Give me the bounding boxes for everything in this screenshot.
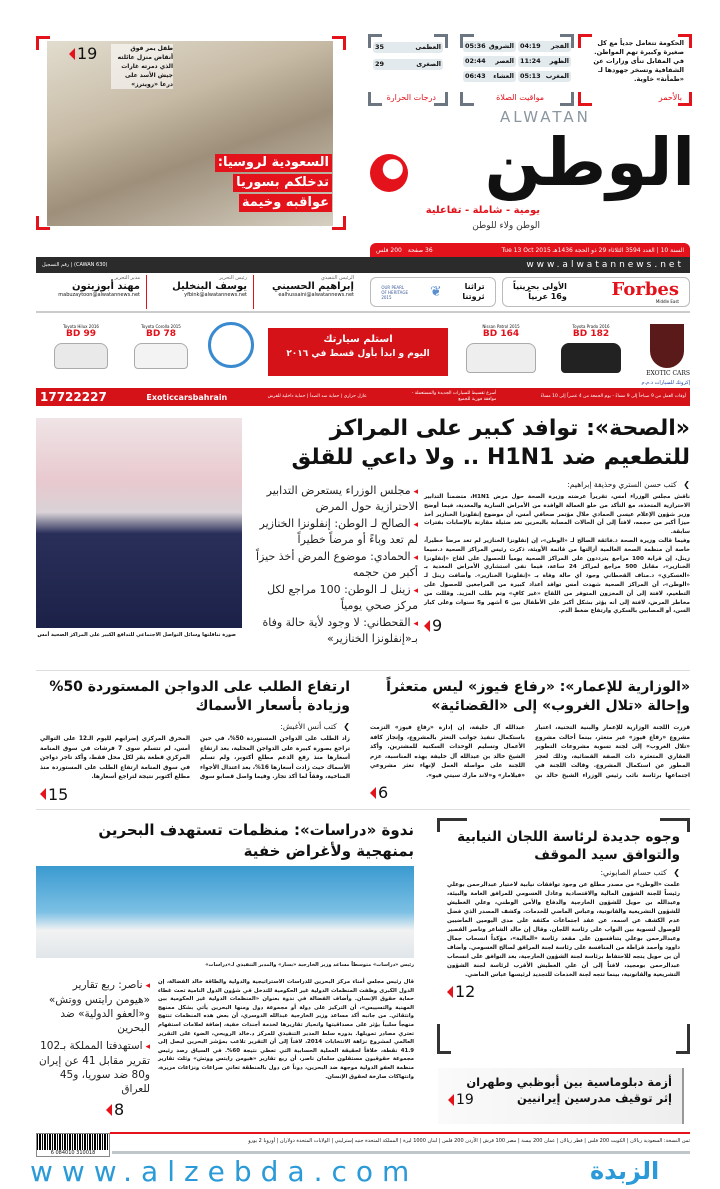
housing-story[interactable]: [370, 678, 690, 802]
lead-bullets: [248, 484, 418, 649]
page-ref[interactable]: 6: [370, 783, 690, 802]
barcode-number: 6 084010 310018: [37, 1150, 109, 1156]
cover-prices: ثمن النسخة: السعودية ريالان | الكويت 200 فلس | قطر ريالان | عمان 200 بيسة | مصر 100 قرش | الأردن 200 فلس | لبنان 1000 ليرة | المملكة المتحدة جنيه إسترليني | الولايات المتحدة دولاران | أوروبا 2 يورو: [248, 1138, 690, 1144]
editor-ceo: الرئيس التنفيذي إبراهيم الحسيني ealhussaini@alwatannews.net: [253, 275, 360, 309]
logo-crescent-icon: [370, 154, 408, 192]
bil-ahmar-label: بالأحمر: [658, 93, 682, 102]
temp-min: الصغرى 29: [375, 60, 441, 68]
paragraph: ناقش مجلس الوزراء أمس، تقريراً عرضته وزيرة الصحة حول مرض H1N1، متضمناً التدابير الاحترازية المتخذة، مع التأكد من خلو العمالة الوافدة من الأمراض السارية والمعدية، فيما أوضح وزير شؤون الإعلام عيسى الحمادي خلال مؤتمر صحافي أمس، أن موضوع إنفلونزا الخنازير أخذ حيزاً أكبر من حجمه، لافتاً إلى أن الحالات المصابة بالبحرين تعد ضئيلة مقارنة بالإصابات بفترات سابقة.: [424, 494, 690, 536]
divider: [36, 311, 690, 313]
car-3: Toyota Corolla 2015 BD 78: [126, 324, 196, 373]
phone[interactable]: 17722227: [40, 390, 107, 404]
car-2: Nissan Patrol 2015 BD 164: [456, 324, 546, 377]
prayer-times-box: [460, 34, 574, 106]
prayer-asr: العصر 02:44: [465, 57, 514, 65]
forbes-logo: Forbes: [611, 278, 679, 300]
page-ref[interactable]: 12: [447, 982, 680, 1001]
byline: ❯ كتب أنس الأغبش:: [40, 722, 350, 731]
syria-photo-story[interactable]: [36, 36, 346, 230]
page-count: 36 صفحة: [407, 246, 433, 254]
latin-logo: ALWATAN: [500, 108, 591, 126]
prayer-maghrib: المغرب 05:13: [520, 72, 569, 80]
byline: ❯ كتب حسام الصابوني:: [447, 868, 680, 877]
paragraph: زاد الطلب على الدواجن المستوردة 50%، في حين تراجع بصورة كبيرة على الدواجن المحلية، بعد ارتفاع أسعارها منذ رفع الدعم مطلع أكتوبر، ولم تسلم الأسماك حيث زادت أسعارها 16%، بعد اعتدال الأجواء المناخية، وفقاً لما أكد تجار. وفيما واصل قصابو سوق المحرق المركزي إضرابهم لليوم الـ12 على التوالي أمس، لم تتسلم سوى 7 فرشات في سوق المنامة المركزي قطعة بقر لكل محل فقط، وأكد تاجر دواجن في سوق المنامة ارتفاع الطلب على المستوردة منذ مطلع أكتوبر نتيجة لتراجع أسعارها.: [40, 736, 351, 780]
bullet: ◂ القحطاني: لا وجود لأية حالة وفاة بـ«إنفلونزا الخنازير»: [248, 616, 418, 645]
diplomacy-story[interactable]: [438, 1068, 684, 1124]
page-ref[interactable]: 19: [448, 1092, 474, 1108]
temperature-label: درجات الحرارة: [386, 93, 436, 102]
heritage-1: تراثنا: [464, 282, 485, 291]
prayer-dhuhr: الظهر 11:24: [520, 57, 569, 65]
divider: [36, 809, 690, 810]
poultry-headline: ارتفاع الطلب على الدواجن المستوردة 50% وزيادة بأسعار الأسماك: [49, 679, 350, 714]
temp-max: العظمى 35: [375, 43, 441, 51]
website-bar: [36, 257, 690, 273]
seminar-article: [158, 978, 414, 1081]
divider: [36, 670, 690, 671]
paragraph: وفيما قالت وزيرة الصحة د.فائقة الصالح لـ «الوطن»، إن إنفلونزا الخنازير لم تعد مرضاً خطيراً، خاصة أن منظمة الصحة العالمية أزالتها من قائمة الأوبئة، ذكرت رئيس المراكز الصحية د.سيما زينل، إن قرابة 100 مراجع يترددون على المراكز الصحية يومياً للحصول على لقاح «إنفلونزا الخنازير»، مقابل 500 مراجع لمراكز 24 ساعة، فيما نفى استشاري الأمراض المعدية بـ «العسكري» د.مناف القحطاني وجود أي حالة وفاة بـ «إنفلونزا الخنازير». وأضافت زينل لـ «الوطن»، أن المراكز الصحية شهدت أمس توافد أعداد كبيرة من المراجعين للحصول على التطعيم، لافتة إلى أن المخزون المتوفر من اللقاح «غير كافٍ» وتم طلب المزيد. وقللت من مخاطر المرض، لافتة إلى أنه يؤثر بشكل أكبر على الأطفال بين 6 أشهر و5 سنوات وعلى كبار السن، أو المصابين بالسكري وارتفاع ضغط الدم.: [424, 537, 691, 615]
prayer-label: مواقيت الصلاة: [496, 93, 544, 102]
watermark-logo: الزبدة: [590, 1157, 660, 1185]
ad-footer: أوقات العمل من 9 صباحاً إلى 9 مساءً - يوم الجمعة من 4 عصراً إلى 10 مساءً أسرع تقسيط للسيارات الجديدة والمستعملة - موافقة فورية للجميع عازل حراري | حماية ضد الصدأ | حماية داخلية للفرش Exoticcarsbahrain 17722227: [36, 388, 690, 406]
forbes-banner[interactable]: [502, 277, 690, 307]
price: 200 فلس: [376, 246, 402, 254]
red-rule: [110, 1132, 690, 1134]
clinic-photo: [36, 418, 242, 628]
diplomacy-headline-2: إثر توقيف مدرسين إيرانيين: [516, 1091, 672, 1105]
prayer-shuruq: الشروق 05:36: [465, 42, 514, 50]
editors: [40, 275, 360, 309]
page-ref[interactable]: 19: [69, 44, 97, 63]
prayer-fajr: الفجر 04:19: [520, 42, 569, 50]
bullet: ◂ زينل لـ الوطن: 100 مراجع لكل مركز صحي يومياً: [248, 583, 418, 612]
bil-ahmar-text: الحكومة تتعامل جدياً مع كل صغيرة وكبيرة تهم المواطن. في المقابل تنأى وزارات عن الشفافية وتسخر جهودها لـ «طمأنة» خاوية.: [593, 39, 684, 83]
bullet: ◂ استهدفتا المملكة بـ102 تقرير مقابل 41 عن إيران و80 ضد سوريا، و45 للعراق: [36, 1039, 150, 1096]
car-4: Toyota Hilux 2016 BD 99: [46, 324, 116, 373]
forbes-text-2: و16 عربياً: [528, 292, 567, 301]
logo: الوطن: [484, 124, 695, 201]
masthead: [350, 108, 695, 240]
committees-headline-1: وجوه جديدة لرئاسة اللجان النيابية: [457, 829, 680, 845]
editor-chief: رئيس التحرير يوسف البنخليل yfbink@alwatannews.net: [146, 275, 253, 309]
diplomacy-headline-1: أزمة دبلوماسية بين أبوظبي وطهران: [466, 1075, 672, 1089]
heritage-banner[interactable]: [370, 277, 496, 307]
seminar-photo-caption: رئيس «دراسات» متوسطاً مساعد وزير الخارجية «يسار» والمدير التنفيذي لـ«دراسات»: [205, 962, 414, 968]
photo-headline-2: تدخلكم بسوريا: [233, 174, 332, 192]
committees-story[interactable]: [437, 818, 690, 1054]
gray-rule: [112, 1151, 690, 1154]
byline: ❯ كتب حسن الستري وحذيفة إبراهيم:: [424, 480, 690, 489]
bullet: ◂ ناصر: ربع تقارير «هيومن رايتس ووتش» و«العفو الدولية» ضد البحرين: [36, 978, 150, 1035]
forbes-text-1: الأولى بحرينياً: [513, 282, 567, 291]
heritage-2: ثروتنا: [462, 292, 485, 301]
heritage-sub: OUR PEARL OF HERITAGE 2015: [381, 284, 408, 300]
bullet: ◂ الصالح لـ الوطن: إنفلونزا الخنازير لم تعد وباءً أو مرضاً خطيراً: [248, 517, 418, 546]
seminar-photo: [36, 866, 414, 958]
tagline: يومية - شاملة - تفاعلية: [425, 205, 540, 216]
photo-caption: طفل يمر فوق أنقاض منزل عائلته الذي دمرته غارات جيش الأسد على درعا «رويترز»: [111, 44, 173, 89]
page-ref[interactable]: 9: [424, 616, 690, 635]
bil-ahmar-box: [578, 34, 692, 106]
brand: EXOTIC CARS: [646, 370, 690, 377]
exotic-cars-ad[interactable]: [36, 322, 690, 406]
editor-managing: مدير التحرير مهند أبوزيتون mabuzaytoon@alwatannews.net: [58, 275, 140, 298]
committees-headline-2: والتوافق سيد الموقف: [534, 847, 680, 863]
motto: الوطن ولاء للوطن: [472, 221, 540, 231]
temperature-box: [368, 34, 448, 106]
butterfly-icon: ❦: [430, 284, 442, 300]
poultry-story[interactable]: [40, 678, 350, 804]
paragraph: قررت اللجنة الوزارية للإعمار والبنية التحتية، اعتبار مشروع «رفاع فيوز» غير متعثر، بينما أحالت مشروع «تلال الغروب» إلى لجنة تسوية مشروعات التطوير العقاري المتعثرة ذات الصفة القضائية، وذلك لعجز المطور عن استكمال المشروع. وقالت اللجنة في اجتماعها برئاسة نائب رئيس الوزراء الشيخ خالد بن عبدالله آل خليفة، إن إدارة «رفاع فيوز» التزمت باستكمال تنفيذ جوانب التعثر بالمشروع، وإنجاز كافة الأعمال وتسليم الوحدات السكنية للمشترين. وأكد الشيخ خالد بن عبدالله آل خليفة بهذه المناسبة، عزم اللجنة على مواصلة العمل لإنهاء تعثر مشروعي «فيلامار» و«لاند مارك سيتي فيو».: [370, 725, 690, 779]
lead-article: [424, 476, 690, 635]
website[interactable]: www.alwatannews.net: [526, 260, 684, 270]
car-1: Toyota Prado 2016 BD 182: [551, 324, 631, 377]
page-ref[interactable]: 8: [106, 1100, 150, 1119]
photo-headline-1: السعودية لروسيا:: [215, 154, 332, 172]
brand-ar: إكزوتك للسيارات ذ.م.م: [641, 380, 690, 386]
registration: رقم التسجيل | (CAWAN 630): [42, 262, 108, 268]
lead-headline[interactable]: «الصحة»: توافد كبير على المراكز للتطعيم ضد H1N1 .. ولا داعي للقلق: [291, 416, 690, 470]
photo-headline-3: عواقبه وخيمة: [239, 194, 332, 212]
barcode: [36, 1133, 110, 1157]
clinic-photo-caption: صورة تناقلتها وسائل التواصل الاجتماعي للتدافع الكبير على المراكز الصحية أمس: [37, 632, 236, 638]
forbes-sub: Middle East: [655, 298, 679, 304]
bullet: ◂ مجلس الوزراء يستعرض التدابير الاحترازية حول المرض: [248, 484, 418, 513]
paragraph: قال رئيس مجلس أمناء مركز البحرين للدراسات الاستراتيجية والدولية والطاقة خالد الفضالة، إن الدول الكبرى وظفت المنظمات الدولية غير الحكومية للتدخل في شؤون الدول النامية تحت غطاء حماية حقوق الإنسان. وأضاف الفضالة في ندوة بعنوان «المنظمات الدولية غير الحكومية بين المهنية والتسييس»، أن التركيز على دولة أو مجموعة دول ومنها البحرين يأتي بشكل ممنهج وانتقائي. من جانبه أكد مساعد وزير الخارجية عبدالله الدوسري، أن بعض هذه المنظمات تنتهج منهجاً سلبياً يؤثر على مصداقيتها وانحياز تقاريرها لخدمة أجندات خفية، إضافة لعلامات استفهام تعتري مصادر تمويلها. بدوره سلط المدير التنفيذي للمركز د.خالد الرويحي، الضوء على التقرير العالمي لمشروع نزاهة الانتخابات 2014، لافتاً إلى أن التقرير تلاعب بمؤشر البحرين ليصل إلى 41.9 نقطة، خلافاً لحقيقة العملية الحسابية التي تعطي نتيجة 60%. في السياق رصد رئيس مجموعة حقوقيون مستقلون سلمان ناصر، أن ربع تقارير «هيومن رايتس ووتش» وثلث تقارير منظمة العفو الدولية موجهة ضد البحرين، دوناً عن دول بالمنطقة تعاني صراعات ونزاعات مريرة، وانتهاكات صارخة لحقوق الإنسان.: [158, 979, 414, 1080]
watermark-url: www.alzebda.com: [30, 1155, 419, 1188]
issue-bar: [370, 243, 690, 257]
ad-headline: استلم سيارتك اليوم و ابدأ بأول قسط في ٢٠١٦: [268, 328, 448, 376]
seminar-headline[interactable]: ندوة «دراسات»: منظمات تستهدف البحرين بمنهجية ولأغراض خفية: [98, 821, 414, 860]
prayer-isha: العشاء 06:43: [465, 72, 514, 80]
ad-badge: [208, 322, 254, 368]
paragraph: علمت «الوطن» من مصدر مطلع عن وجود توافقات نيابية لاختيار عبدالرحمن بوعلي رئيساً للجنة الشؤون المالية والاقتصادية وعادل العسومي للمرافق العامة والبيئة، وعبدالله بن حويل للشؤون الخارجية والدفاع والأمن الوطني، وعلي العطيش للشؤون التشريعية والقانونية، وعباس الماضي للخدمات. وكشف المصدر الذي فضل عدم الكشف عن اسمه، عن عقد اجتماعات مكثفة على مدى اليومين الماضيين للوصول لتسوية بين النواب على رئاسة اللجان. وقال إن خالد الشاعر وناصر القصير وعبدالرحمن بوعلي يتنافسون على مقعد رئاسة «المالية»، مؤكداً انسحاب جمال داوود وأحمد قراطة من المنافسة على رئاسة لجنة المرافق لصالح العسومي. وأضاف أن بن حويل يتجه للاحتفاظ برئاسة لجنة الشؤون الخارجية، بعد التوافق على انسحاب عبدالرحمن بومجيد، لافتاً إلى أن علي العطيش الأقرب لرئاسة لجنة الشؤون التشريعية والقانونية، بينما تتجه لجنة الخدمات للتجديد لرئيسها عباس الماضي.: [447, 882, 680, 978]
housing-headline: «الوزارية للإعمار»: «رفاع فيوز» ليس متعثراً وإحالة «تلال الغروب» إلى «القضائية»: [386, 679, 690, 714]
social-handle[interactable]: Exoticcarsbahrain: [146, 392, 228, 402]
exotic-logo: [650, 324, 684, 368]
seminar-bullets: [36, 978, 150, 1119]
issue-info: السنة 10 | العدد 3594 الثلاثاء 29 ذو الحجة 1436هـ Tue 13 Oct 2015: [501, 246, 684, 254]
bullet: ◂ الحمادي: موضوع المرض أخذ حيزاً أكبر من حجمه: [248, 550, 418, 579]
page-ref[interactable]: 15: [40, 785, 350, 804]
